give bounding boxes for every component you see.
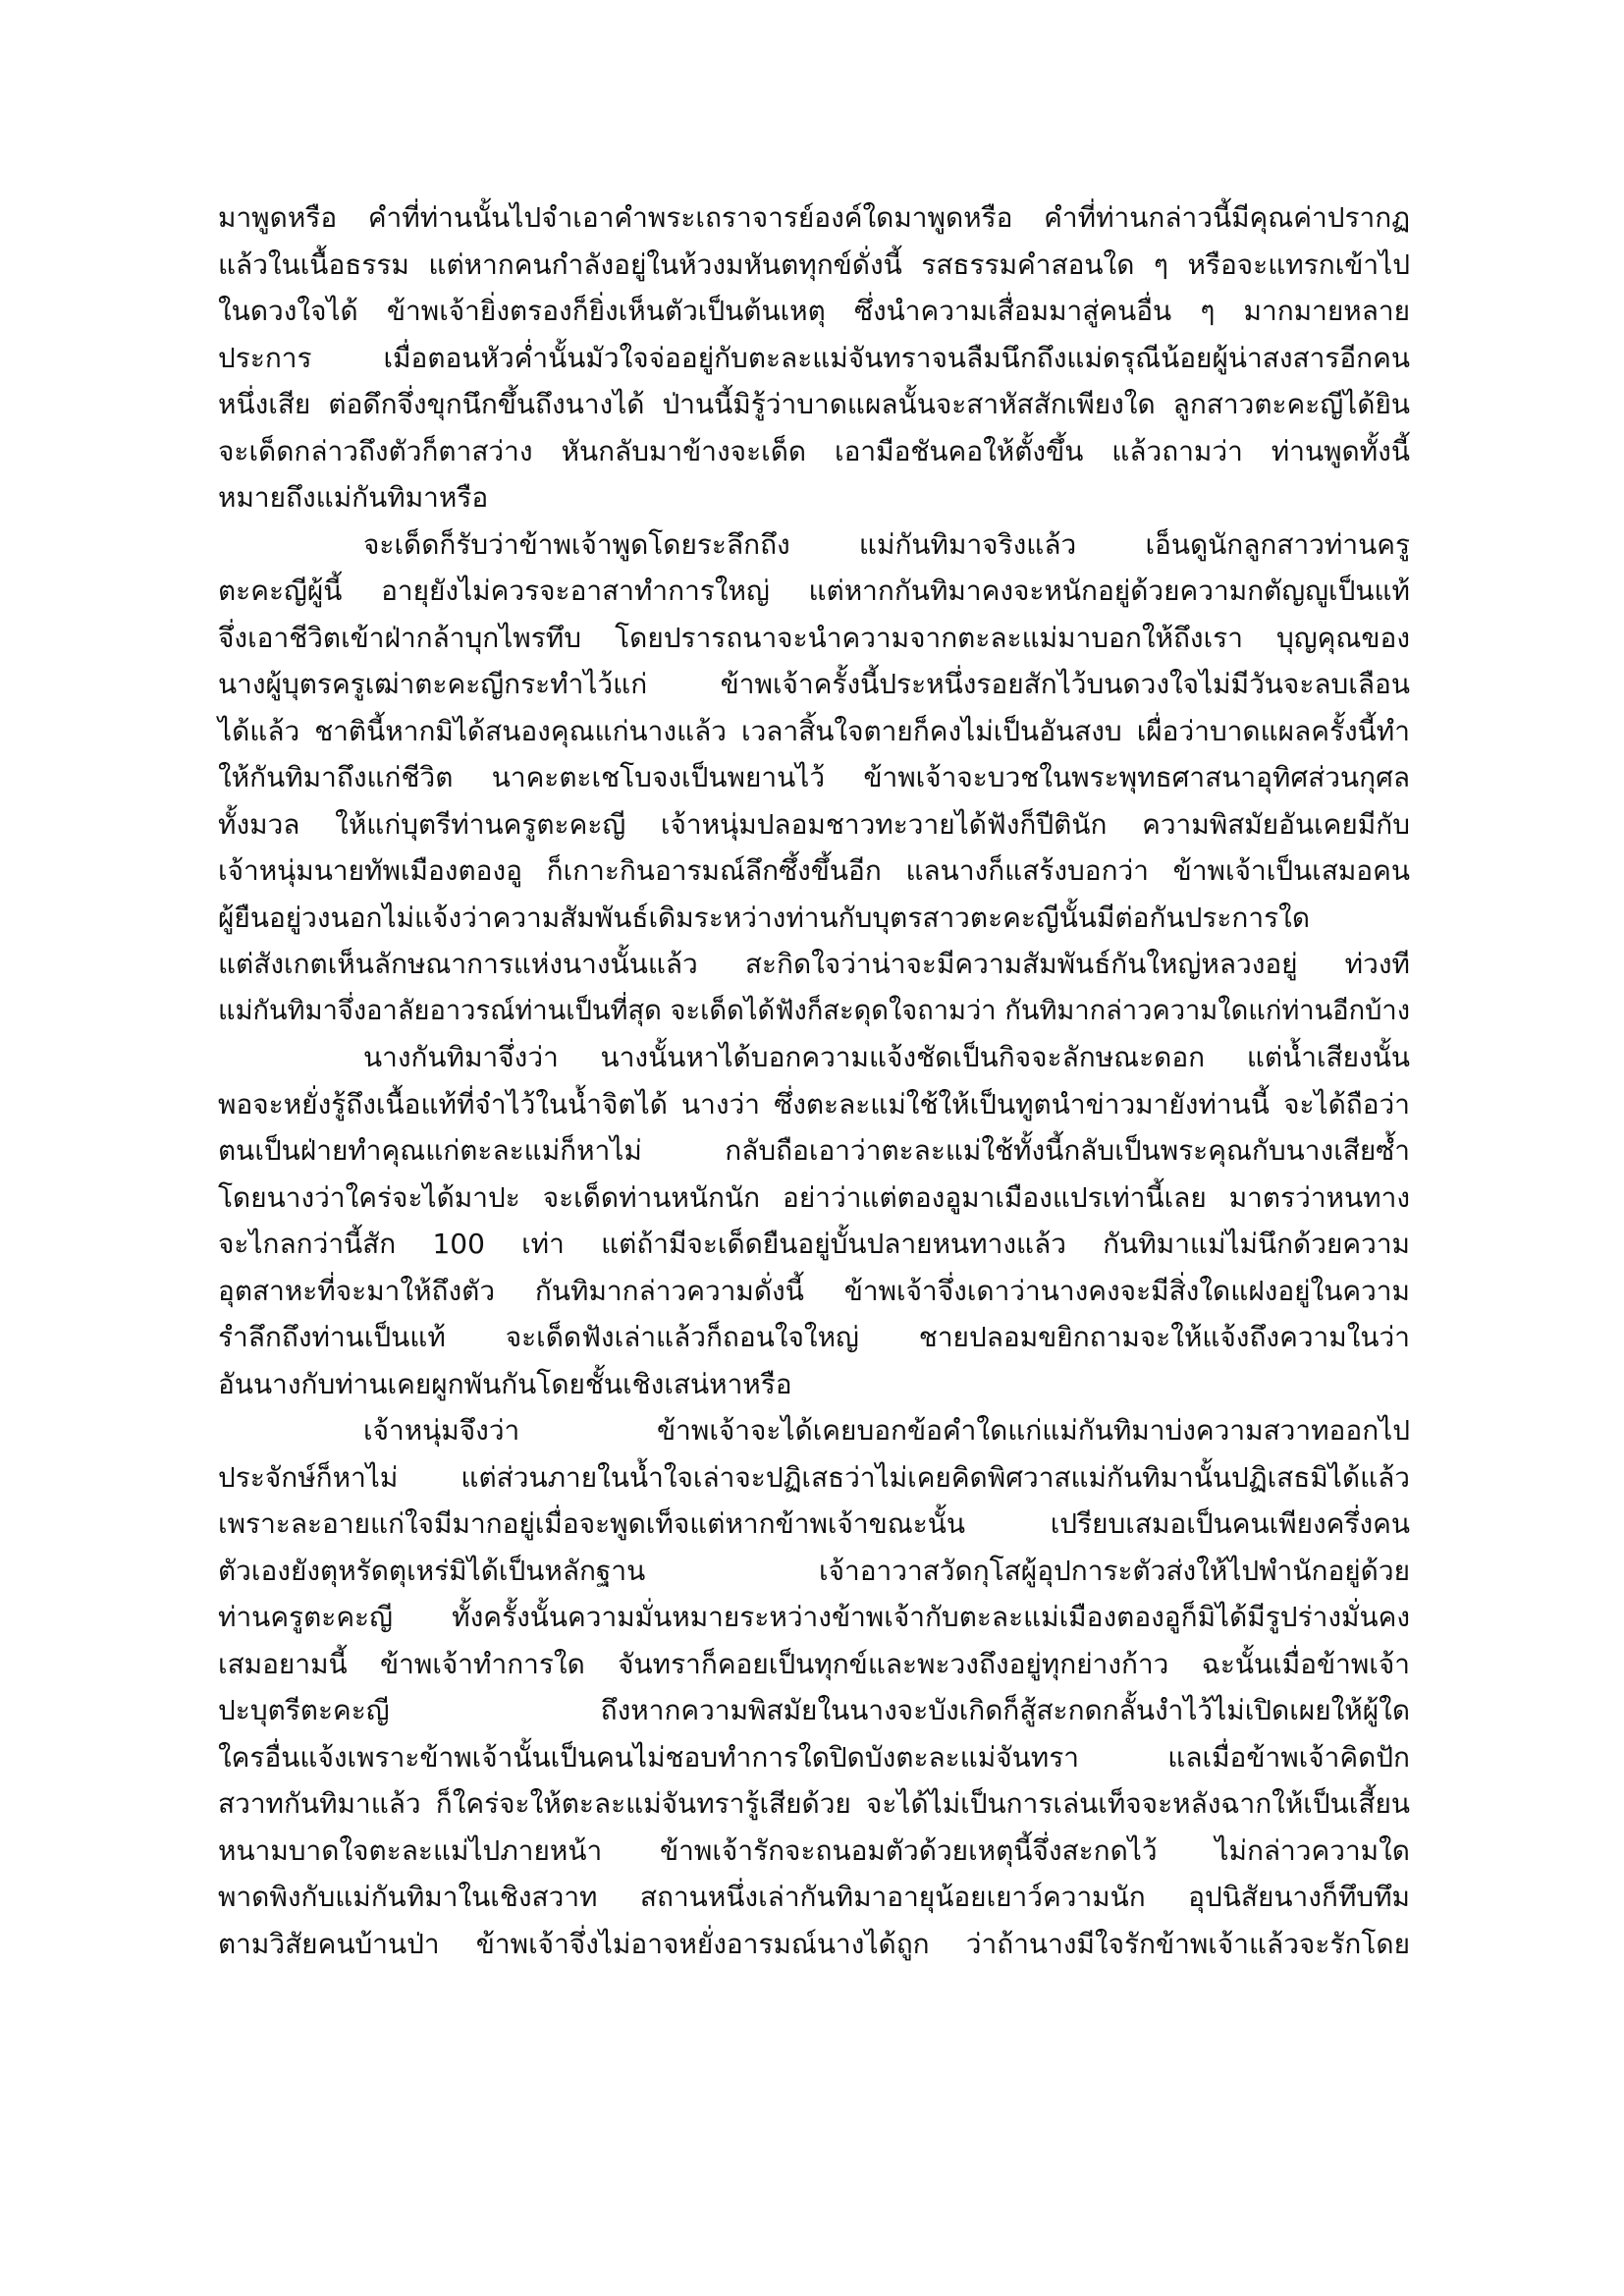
paragraph: [218, 1034, 1410, 1407]
text-line: ใครอื่นแจ้งเพราะข้าพเจ้านั้นเป็นคนไม่ชอบทำการใดปิดบังตะละแม่จันทรา แลเมื่อข้าพเจ้าคิดปัก: [218, 1740, 1410, 1774]
text-line: เสมอยามนี้ ข้าพเจ้าทำการใด จันทราก็คอยเป็นทุกข์และพะวงถึงอยู่ทุกย่างก้าว ฉะนั้นเมื่อข้าพเจ้า: [218, 1647, 1410, 1680]
text-line: เพราะละอายแก่ใจมีมากอยู่เมื่อจะพูดเท็จแต่หากข้าพเจ้าขณะนั้น เปรียบเสมอเป็นคนเพียงครึ่งคน: [218, 1507, 1410, 1540]
text-line: โดยนางว่าใคร่จะได้มาปะ จะเด็ดท่านหนักนัก อย่าว่าแต่ตองอูมาเมืองแปรเท่านี้เลย มาตรว่าหนทาง: [218, 1180, 1410, 1214]
paragraph: [218, 194, 1410, 521]
body-text: [218, 194, 1410, 1967]
text-line: มาพูดหรือ คำที่ท่านนั้นไปจำเอาคำพระเถราจารย์องค์ใดมาพูดหรือ คำที่ท่านกล่าวนี้มีคุณค่าปรากฏ: [218, 201, 1410, 234]
paragraph: [218, 521, 1410, 1035]
text-line: แต่สังเกตเห็นลักษณาการแห่งนางนั้นแล้ว สะกิดใจว่าน่าจะมีความสัมพันธ์กันใหญ่หลวงอยู่ ท่วงที: [218, 948, 1410, 980]
text-line: ประจักษ์ก็หาไม่ แต่ส่วนภายในน้ำใจเล่าจะปฏิเสธว่าไม่เคยคิดพิศวาสแม่กันทิมานั้นปฏิเสธมิได้แล้ว: [218, 1460, 1410, 1494]
paragraph: [218, 1407, 1410, 1967]
text-line: สวาทกันทิมาแล้ว ก็ใคร่จะให้ตะละแม่จันทรารู้เสียด้วย จะได้ไม่เป็นการเล่นเท็จจะหลังฉากให้เป็นเสี้ยน: [218, 1787, 1410, 1820]
text-line: ในดวงใจได้ ข้าพเจ้ายิ่งตรองก็ยิ่งเห็นตัวเป็นต้นเหตุ ซึ่งนำความเสื่อมมาสู่คนอื่น ๆ มากมายหลาย: [218, 295, 1410, 327]
text-line: พาดพิงกับแม่กันทิมาในเชิงสวาท สถานหนึ่งเล่ากันทิมาอายุน้อยเยาว์ความนัก อุปนิสัยนางก็ทึบทึม: [218, 1881, 1410, 1913]
text-line: พอจะหยั่งรู้ถึงเนื้อแท้ที่จำไว้ในน้ำจิตได้ นางว่า ซึ่งตะละแม่ใช้ให้เป็นทูตนำข่าวมายังท่านนี้ จะได้ถือว่า: [218, 1087, 1410, 1121]
text-line: ทั้งมวล ให้แก่บุตรีท่านครูตะคะญี เจ้าหนุ่มปลอมชาวทะวายได้ฟังก็ปีตินัก ความพิสมัยอันเคยมีกับ: [218, 807, 1410, 841]
text-line: ผู้ยืนอยู่วงนอกไม่แจ้งว่าความสัมพันธ์เดิมระหว่างท่านกับบุตรสาวตะคะญีนั้นมีต่อกันประการใด: [218, 901, 1311, 934]
text-line: หนึ่งเสีย ต่อดึกจึ่งขุกนึกขึ้นถึงนางได้ ป่านนี้มิรู้ว่าบาดแผลนั้นจะสาหัสสักเพียงใด ลูกสาวตะคะญีได้ยิน: [218, 388, 1410, 420]
text-line: เจ้าหนุ่มจึงว่า ข้าพเจ้าจะได้เคยบอกข้อคำใดแก่แม่กันทิมาบ่งความสวาทออกไป: [363, 1414, 1410, 1447]
text-line: ปะบุตรีตะคะญี ถึงหากความพิสมัยในนางจะบังเกิดก็สู้สะกดกลั้นงำไว้ไม่เปิดเผยให้ผู้ใด: [218, 1694, 1410, 1726]
text-line: นางผู้บุตรครูเฒ่าตะคะญีกระทำไว้แก่ ข้าพเจ้าครั้งนี้ประหนึ่งรอยสักไว้บนดวงใจไม่มีวันจะลบเลือน: [218, 668, 1410, 700]
text-line: จึ่งเอาชีวิตเข้าฝ่ากล้าบุกไพรทึบ โดยปรารถนาจะนำความจากตะละแม่มาบอกให้ถึงเรา บุญคุณของ: [218, 621, 1410, 654]
text-line: ตนเป็นฝ่ายทำคุณแก่ตะละแม่ก็หาไม่ กลับถือเอาว่าตะละแม่ใช้ทั้งนี้กลับเป็นพระคุณกับนางเสียซ้ำ: [218, 1134, 1410, 1167]
text-line: หนามบาดใจตะละแม่ไปภายหน้า ข้าพเจ้ารักจะถนอมตัวด้วยเหตุนี้จึ่งสะกดไว้ ไม่กล่าวความใด: [218, 1833, 1410, 1867]
text-line: หมายถึงแม่กันทิมาหรือ: [218, 481, 489, 514]
text-line: ประการ เมื่อตอนหัวค่ำนั้นมัวใจจ่ออยู่กับตะละแม่จันทราจนลืมนึกถึงแม่ดรุณีน้อยผู้น่าสงสารอีกคน: [218, 341, 1410, 374]
text-line: จะเด็ดกล่าวถึงตัวก็ตาสว่าง หันกลับมาข้างจะเด็ด เอามือชันคอให้ตั้งขึ้น แล้วถามว่า ท่านพูดทั้งนี้: [218, 434, 1410, 467]
text-line: ตะคะญีผู้นี้ อายุยังไม่ควรจะอาสาทำการใหญ่ แต่หากกันทิมาคงจะหนักอยู่ด้วยความกตัญญูเป็นแท้: [218, 574, 1410, 607]
text-line: จะไกลกว่านี้สัก 100 เท่า แต่ถ้ามีจะเด็ดยืนอยู่บั้นปลายหนทางแล้ว กันทิมาแม่ไม่นึกด้วยความ: [218, 1228, 1410, 1260]
text-line: นางกันทิมาจึ่งว่า นางนั้นหาได้บอกความแจ้งชัดเป็นกิจจะลักษณะดอก แต่น้ำเสียงนั้น: [363, 1041, 1410, 1073]
text-line: อันนางกับท่านเคยผูกพันกันโดยชั้นเชิงเสน่หาหรือ: [218, 1367, 792, 1400]
text-line: แม่กันทิมาจึ่งอาลัยอาวรณ์ท่านเป็นที่สุด จะเด็ดได้ฟังก็สะดุดใจถามว่า กันทิมากล่าวความใดแก่ท่านอีกบ้าง: [218, 995, 1410, 1026]
text-line: ตัวเองยังตุหรัดตุเหร่มิได้เป็นหลักฐาน เจ้าอาวาสวัดกุโสผู้อุปการะตัวส่งให้ไปพำนักอยู่ด้วย: [218, 1554, 1410, 1587]
text-line: อุตสาหะที่จะมาให้ถึงตัว กันทิมากล่าวความดั่งนี้ ข้าพเจ้าจึ่งเดาว่านางคงจะมีสิ่งใดแฝงอยู่ในความ: [218, 1274, 1410, 1307]
text-line: เจ้าหนุ่มนายทัพเมืองตองอู ก็เกาะกินอารมณ์ลึกซึ้งขึ้นอีก แลนางก็แสร้งบอกว่า ข้าพเจ้าเป็นเสมอคน: [218, 854, 1410, 887]
text-line: ได้แล้ว ชาตินี้หากมิได้สนองคุณแก่นางแล้ว เวลาสิ้นใจตายก็คงไม่เป็นอันสงบ เผื่อว่าบาดแผลครั้งนี้ทำ: [218, 714, 1410, 747]
text-line: รำลึกถึงท่านเป็นแท้ จะเด็ดฟังเล่าแล้วก็ถอนใจใหญ่ ชายปลอมขยิกถามจะให้แจ้งถึงความในว่า: [218, 1321, 1410, 1353]
text-line: ท่านครูตะคะญี ทั้งครั้งนั้นความมั่นหมายระหว่างข้าพเจ้ากับตะละแม่เมืองตองอูก็มิได้มีรูปร่างมั่นคง: [218, 1601, 1410, 1633]
text-line: ให้กันทิมาถึงแก่ชีวิต นาคะตะเชโบจงเป็นพยานไว้ ข้าพเจ้าจะบวชในพระพุทธศาสนาอุทิศส่วนกุศล: [218, 761, 1410, 793]
text-line: แล้วในเนื้อธรรม แต่หากคนกำลังอยู่ในห้วงมหันตทุกข์ดั่งนี้ รสธรรมคำสอนใด ๆ หรือจะแทรกเข้าไป: [218, 247, 1410, 281]
text-line: จะเด็ดก็รับว่าข้าพเจ้าพูดโดยระลึกถึง แม่กันทิมาจริงแล้ว เอ็นดูนักลูกสาวท่านครู: [363, 527, 1410, 561]
text-line: ตามวิสัยคนบ้านป่า ข้าพเจ้าจึ่งไม่อาจหยั่งอารมณ์นางได้ถูก ว่าถ้านางมีใจรักข้าพเจ้าแล้วจะรักโดย: [218, 1927, 1410, 1960]
